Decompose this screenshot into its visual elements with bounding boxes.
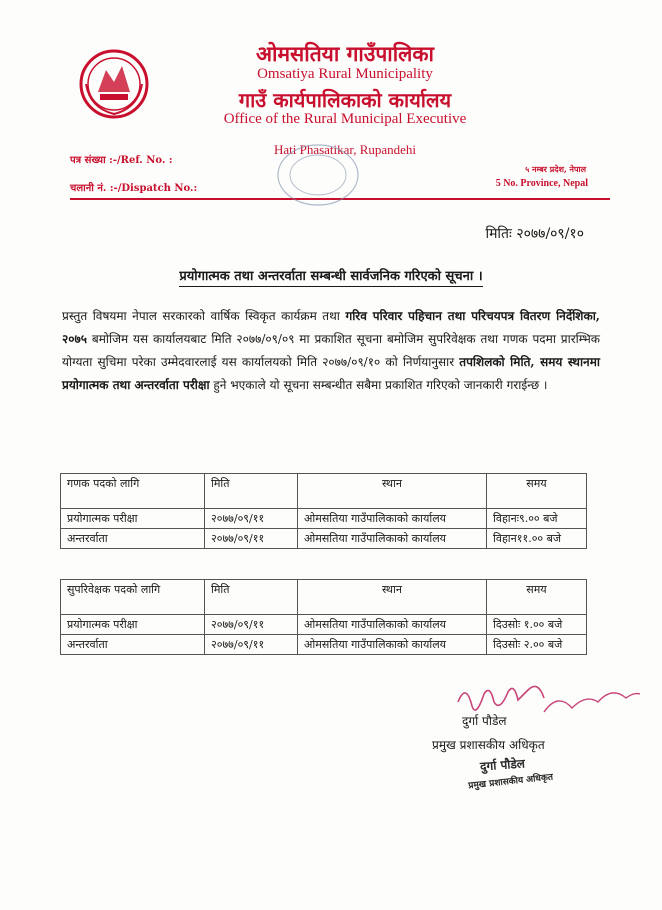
- table-cell: अन्तरर्वाता: [61, 529, 205, 549]
- table-cell: विहान११.०० बजे: [487, 529, 587, 549]
- notice-date: मितिः २०७७/०९/१०: [485, 226, 584, 242]
- province-en: 5 No. Province, Nepal: [495, 178, 588, 189]
- table-header-cell: गणक पदको लागि: [61, 474, 205, 509]
- table-row: [61, 615, 587, 635]
- table-header-cell: स्थान: [298, 580, 487, 615]
- body-text-3: हुने भएकाले यो सूचना सम्बन्धीत सबैमा प्रकाशित गरिएको जानकारी गराईन्छ ।: [209, 378, 548, 392]
- table-cell: ओमसतिया गाउँपालिकाको कार्यालय: [298, 615, 487, 635]
- table-cell: प्रयोगात्मक परीक्षा: [61, 509, 205, 529]
- body-text-2: बमोजिम यस कार्यालयबाट मिति २०७७/०९/०९ मा प्रकाशित सूचना बमोजिम सुपरिवेक्षक तथा गणक पदमा प्रारम्भिक योग्यता सुचिमा परेका उम्मेदवारलाई यस कार्यालयको मिति २०७७/०९/१० को निर्णयानुसार: [62, 332, 600, 369]
- dispatch-number-label: चलानी नं. :-/Dispatch No.:: [70, 183, 198, 194]
- table-cell: दिउसोः १.०० बजे: [487, 615, 587, 635]
- signatory-name: दुर्गा पौडेल: [462, 714, 507, 728]
- notice-subject-text: प्रयोगात्मक तथा अन्तरर्वाता सम्बन्धी सार्वजनिक गरिएको सूचना ।: [179, 269, 482, 287]
- office-address: Hati Phasatikar, Rupandehi: [273, 142, 417, 157]
- table-header-cell: स्थान: [298, 474, 487, 509]
- table-header-cell: समय: [487, 474, 587, 509]
- table-cell: अन्तरर्वाता: [61, 635, 205, 655]
- table-cell: ओमसतिया गाउँपालिकाको कार्यालय: [298, 635, 487, 655]
- office-name-np: गाउँ कार्यपालिकाको कार्यालय: [238, 88, 452, 112]
- office-stamp-icon: [272, 140, 364, 210]
- table-header-cell: मिति: [205, 474, 298, 509]
- table-cell: दिउसोः २.०० बजे: [487, 635, 587, 655]
- notice-subject: [0, 266, 662, 284]
- enumerator-schedule-table: [60, 473, 587, 549]
- ref-number-label: पत्र संख्या :-/Ref. No. :: [70, 155, 173, 166]
- table-cell: ओमसतिया गाउँपालिकाको कार्यालय: [298, 509, 487, 529]
- province-np: ५ नम्बर प्रदेश, नेपाल: [525, 164, 586, 174]
- table-header-row: [61, 474, 587, 509]
- table-cell: ओमसतिया गाउँपालिकाको कार्यालय: [298, 529, 487, 549]
- table-cell: २०७७/०९/११: [205, 615, 298, 635]
- table-header-cell: सुपरिवेक्षक पदको लागि: [61, 580, 205, 615]
- office-name-en: Office of the Rural Municipal Executive: [223, 111, 467, 127]
- table-row: [61, 509, 587, 529]
- municipality-name-np: ओमसतिया गाउँपालिका: [256, 41, 434, 66]
- table-row: [61, 635, 587, 655]
- table-header-cell: मिति: [205, 580, 298, 615]
- table-cell: विहानः९.०० बजे: [487, 509, 587, 529]
- table-cell: प्रयोगात्मक परीक्षा: [61, 615, 205, 635]
- table-row: [61, 529, 587, 549]
- table-cell: २०७७/०९/११: [205, 529, 298, 549]
- municipality-name-en: Omsatiya Rural Municipality: [257, 66, 433, 82]
- handwritten-signature-icon: [448, 672, 648, 742]
- table-header-cell: समय: [487, 580, 587, 615]
- seal-title: प्रमुख प्रशासकीय अधिकृत: [467, 772, 554, 792]
- body-bold-2: तपशिलको मिति, समय स्थानमा प्रयोगात्मक तथा अन्तरर्वाता परीक्षा: [62, 355, 601, 392]
- signatory-title: प्रमुख प्रशासकीय अधिकृत: [432, 738, 545, 752]
- table-cell: २०७७/०९/११: [205, 635, 298, 655]
- body-bold-1: गरिव परिवार पहिचान तथा परिचयपत्र वितरण निर्देशिका, २०७५: [62, 309, 600, 346]
- table-header-row: [61, 580, 587, 615]
- body-text-1: प्रस्तुत विषयमा नेपाल सरकारको वार्षिक स्विकृत कार्यक्रम तथा: [62, 309, 346, 323]
- seal-name: दुर्गा पौडेल: [479, 756, 526, 774]
- municipality-emblem-icon: [78, 48, 150, 120]
- notice-body: [62, 305, 600, 397]
- table-cell: २०७७/०९/११: [205, 509, 298, 529]
- supervisor-schedule-table: [60, 579, 587, 655]
